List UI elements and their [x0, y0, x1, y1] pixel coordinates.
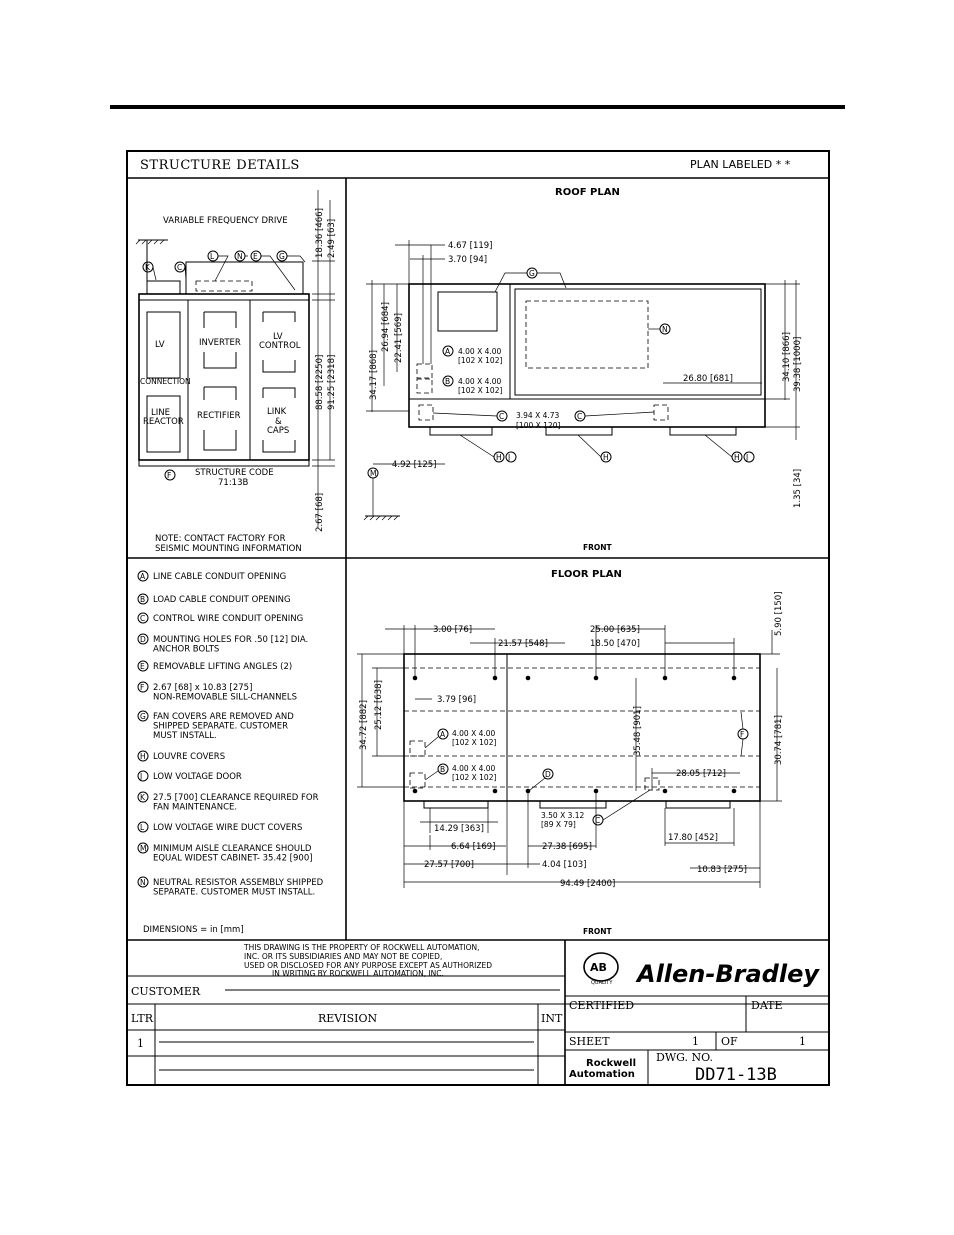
callout-n: N — [237, 252, 243, 261]
roof-dim-bottom: 4.92 [125] — [392, 460, 437, 470]
legend-text: LOW VOLTAGE DOOR — [153, 772, 242, 782]
roof-b-mm: [102 X 102] — [458, 386, 503, 395]
floor-plan-title: FLOOR PLAN — [551, 569, 622, 580]
floor-callout-a: A — [440, 730, 446, 739]
floor-dim-bt5: 6.64 [169] — [451, 842, 496, 852]
legend-text: ANCHOR BOLTS — [153, 644, 220, 655]
roof-callout-h2: H — [603, 453, 609, 462]
legend-text: LINE CABLE CONDUIT OPENING — [153, 572, 287, 582]
legend-text: REMOVABLE LIFTING ANGLES (2) — [153, 662, 293, 672]
roof-callout-h3: H — [734, 453, 740, 462]
floor-dim-bt3: [89 X 79] — [541, 820, 576, 829]
lv-control-label-1: LV — [273, 332, 283, 342]
line-label: LINE — [151, 408, 170, 418]
ltr-header: LTR — [131, 1012, 154, 1025]
elev-dim-4: 91.25 [2318] — [327, 354, 337, 410]
certified-label: CERTIFIED — [569, 999, 635, 1012]
roof-c-size: 3.94 X 4.73 — [516, 411, 560, 420]
floor-callout-f: F — [740, 730, 745, 739]
rectifier-label: RECTIFIER — [197, 411, 241, 421]
revision-header: REVISION — [318, 1012, 378, 1025]
elev-dim-2: 2.49 [63] — [327, 218, 337, 258]
legend-text: SEPARATE. CUSTOMER MUST INSTALL. — [153, 887, 316, 898]
floor-dim-bt9: 10.83 [275] — [697, 865, 747, 875]
legend-text: FAN MAINTENANCE. — [153, 802, 238, 813]
roof-dim-rh2: 39.38 [1000] — [793, 336, 803, 392]
legend-key: G — [140, 712, 146, 721]
sheet-title: STRUCTURE DETAILS — [140, 158, 300, 173]
legend-key: A — [140, 572, 146, 581]
roof-callout-b: B — [445, 377, 451, 386]
floor-plan-front: FRONT — [583, 927, 612, 936]
connection-label: CONNECTION — [140, 377, 191, 386]
property-line-1: THIS DRAWING IS THE PROPERTY OF ROCKWELL AUTOMATION, — [244, 943, 480, 952]
legend-text: LOW VOLTAGE WIRE DUCT COVERS — [153, 823, 303, 833]
inverter-label: INVERTER — [199, 338, 241, 348]
roof-dim-r1: 26.80 [681] — [683, 374, 733, 384]
roof-callout-j1: J — [508, 453, 511, 462]
floor-dim-m2: 35.48 [901] — [633, 706, 643, 756]
floor-dim-bt10: 94.49 [2400] — [560, 879, 616, 889]
dwg-no: DD71-13B — [695, 1065, 777, 1085]
legend-text: MINIMUM AISLE CLEARANCE SHOULD — [153, 844, 312, 854]
roof-callout-c1: C — [499, 412, 505, 421]
property-line-4: IN WRITING BY ROCKWELL AUTOMATION, INC. — [272, 969, 444, 978]
date-label: DATE — [751, 999, 783, 1012]
legend-key: C — [140, 614, 146, 623]
sheet-label: SHEET — [569, 1035, 610, 1048]
roof-dim-h2: 26.94 [684] — [381, 302, 391, 352]
roof-callout-g: G — [529, 269, 535, 278]
floor-a-mm: [102 X 102] — [452, 738, 497, 747]
roof-plan-title: ROOF PLAN — [555, 187, 620, 198]
floor-callout-d: D — [545, 770, 551, 779]
floor-plan-view — [357, 569, 784, 936]
roof-callout-c2: C — [577, 412, 583, 421]
floor-dim-m1: 3.79 [96] — [437, 695, 477, 705]
legend-key: N — [140, 878, 146, 887]
legend-text: MUST INSTALL. — [153, 731, 217, 741]
amp-label: & — [275, 417, 282, 427]
floor-dim-l1: 34.72 [882] — [359, 700, 369, 750]
callout-c: C — [177, 263, 183, 272]
floor-dim-bt6: 27.38 [695] — [542, 842, 592, 852]
roof-dim-rh1: 34.10 [866] — [782, 332, 792, 382]
roof-callout-a: A — [445, 347, 451, 356]
roof-dim-h3: 22.41 [569] — [394, 313, 404, 363]
caps-label: CAPS — [267, 426, 290, 436]
elev-dim-3: 88.58 [2250] — [315, 354, 325, 410]
floor-dim-r1: 30.74 [781] — [774, 715, 784, 765]
legend-text: CONTROL WIRE CONDUIT OPENING — [153, 614, 304, 624]
legend-text: FAN COVERS ARE REMOVED AND — [153, 712, 294, 722]
floor-dim-bt4: 17.80 [452] — [668, 833, 718, 843]
legend-key: B — [140, 595, 146, 604]
callout-l: L — [210, 252, 215, 261]
rockwell-logo-1: Rockwell — [586, 1058, 637, 1069]
legend-key: F — [140, 683, 145, 692]
floor-b-size: 4.00 X 4.00 — [452, 764, 496, 773]
floor-dim-bt2: 3.50 X 3.12 — [541, 811, 585, 820]
legend-text: NEUTRAL RESISTOR ASSEMBLY SHIPPED — [153, 878, 324, 888]
floor-dim-r2: 28.05 [712] — [676, 769, 726, 779]
legend-key: H — [140, 752, 146, 761]
floor-dim-t3: 25.00 [635] — [590, 625, 640, 635]
floor-dim-t2: 21.57 [548] — [498, 639, 548, 649]
roof-plan-view — [364, 187, 803, 552]
of-number: 1 — [799, 1035, 806, 1048]
sheet-number: 1 — [692, 1035, 699, 1048]
dimensions-note: DIMENSIONS = in [mm] — [143, 925, 244, 935]
legend-key: D — [140, 635, 146, 644]
floor-dim-t1: 3.00 [76] — [433, 625, 473, 635]
dwg-no-label: DWG. NO. — [656, 1051, 714, 1064]
link-label: LINK — [267, 407, 287, 417]
rockwell-logo-2: Automation — [569, 1069, 635, 1080]
roof-c-mm: [100 X 120] — [516, 421, 561, 430]
property-line-3: USED OR DISCLOSED FOR ANY PURPOSE EXCEPT AS AUTHORIZED — [244, 961, 493, 970]
floor-callout-c: C — [595, 816, 601, 825]
roof-a-size: 4.00 X 4.00 — [458, 347, 502, 356]
lv-control-label-2: CONTROL — [259, 341, 301, 351]
floor-dim-l2: 25.12 [638] — [374, 680, 384, 730]
elevation-heading: VARIABLE FREQUENCY DRIVE — [163, 216, 288, 226]
floor-dim-bt8: 4.04 [103] — [542, 860, 587, 870]
structure-code-value: 71:13B — [218, 478, 249, 488]
roof-callout-h1: H — [496, 453, 502, 462]
legend-text: NON-REMOVABLE SILL-CHANNELS — [153, 692, 298, 703]
legend-text: MOUNTING HOLES FOR .50 [12] DIA. — [153, 635, 309, 645]
callout-k: K — [145, 263, 150, 272]
legend-key: L — [140, 823, 145, 832]
roof-callout-j2: J — [746, 453, 749, 462]
roof-plan-front: FRONT — [583, 543, 612, 552]
title-block — [127, 940, 829, 1085]
legend-text: SHIPPED SEPARATE. CUSTOMER — [153, 721, 289, 732]
note-line-2: SEISMIC MOUNTING INFORMATION — [155, 544, 302, 554]
legend — [138, 571, 324, 898]
callout-g: G — [279, 252, 285, 261]
ab-logo-sub: QUALITY — [591, 980, 613, 986]
legend-key: M — [140, 844, 147, 853]
elev-dim-1: 18.36 [466] — [315, 208, 325, 258]
roof-callout-n: N — [662, 325, 668, 334]
legend-key: K — [140, 793, 145, 802]
elevation-view — [136, 190, 337, 554]
roof-dim-h1: 34.17 [868] — [369, 350, 379, 400]
legend-text: LOAD CABLE CONDUIT OPENING — [153, 595, 291, 605]
legend-text: 27.5 [700] CLEARANCE REQUIRED FOR — [153, 793, 319, 803]
int-header: INT — [541, 1012, 563, 1025]
roof-a-mm: [102 X 102] — [458, 356, 503, 365]
roof-callout-m: M — [370, 469, 377, 478]
roof-dim-side: 1.35 [34] — [793, 468, 803, 508]
allen-bradley-logo: Allen-Bradley — [637, 960, 820, 988]
callout-e: E — [253, 252, 258, 261]
structure-code-label: STRUCTURE CODE — [195, 468, 274, 478]
floor-b-mm: [102 X 102] — [452, 773, 497, 782]
revision-row-1-ltr: 1 — [137, 1037, 144, 1050]
ab-logo-mark: AB — [590, 961, 607, 974]
plan-label: PLAN LABELED * * — [690, 158, 791, 171]
floor-callout-b: B — [440, 765, 446, 774]
floor-dim-t4: 18.50 [470] — [590, 639, 640, 649]
lv-label: LV — [155, 340, 165, 350]
reactor-label: REACTOR — [143, 417, 184, 427]
floor-dim-bt7: 27.57 [700] — [424, 860, 474, 870]
legend-text: 2.67 [68] x 10.83 [275] — [153, 683, 253, 693]
roof-dim-w1: 4.67 [119] — [448, 241, 493, 251]
floor-a-size: 4.00 X 4.00 — [452, 729, 496, 738]
elev-dim-5: 2.67 [68] — [315, 492, 325, 532]
floor-dim-t5: 5.90 [150] — [774, 591, 784, 636]
note-line-1: NOTE: CONTACT FACTORY FOR — [155, 534, 286, 544]
floor-dim-bt1: 14.29 [363] — [434, 824, 484, 834]
callout-f: F — [167, 471, 172, 480]
legend-key: J — [140, 772, 143, 781]
roof-dim-w2: 3.70 [94] — [448, 255, 488, 265]
customer-label: CUSTOMER — [131, 985, 201, 998]
legend-text: EQUAL WIDEST CABINET- 35.42 [900] — [153, 853, 313, 864]
legend-key: E — [140, 662, 145, 671]
property-line-2: INC. OR ITS SUBSIDIARIES AND MAY NOT BE COPIED, — [244, 952, 443, 961]
of-label: OF — [721, 1035, 738, 1048]
legend-text: LOUVRE COVERS — [153, 752, 226, 762]
roof-b-size: 4.00 X 4.00 — [458, 377, 502, 386]
